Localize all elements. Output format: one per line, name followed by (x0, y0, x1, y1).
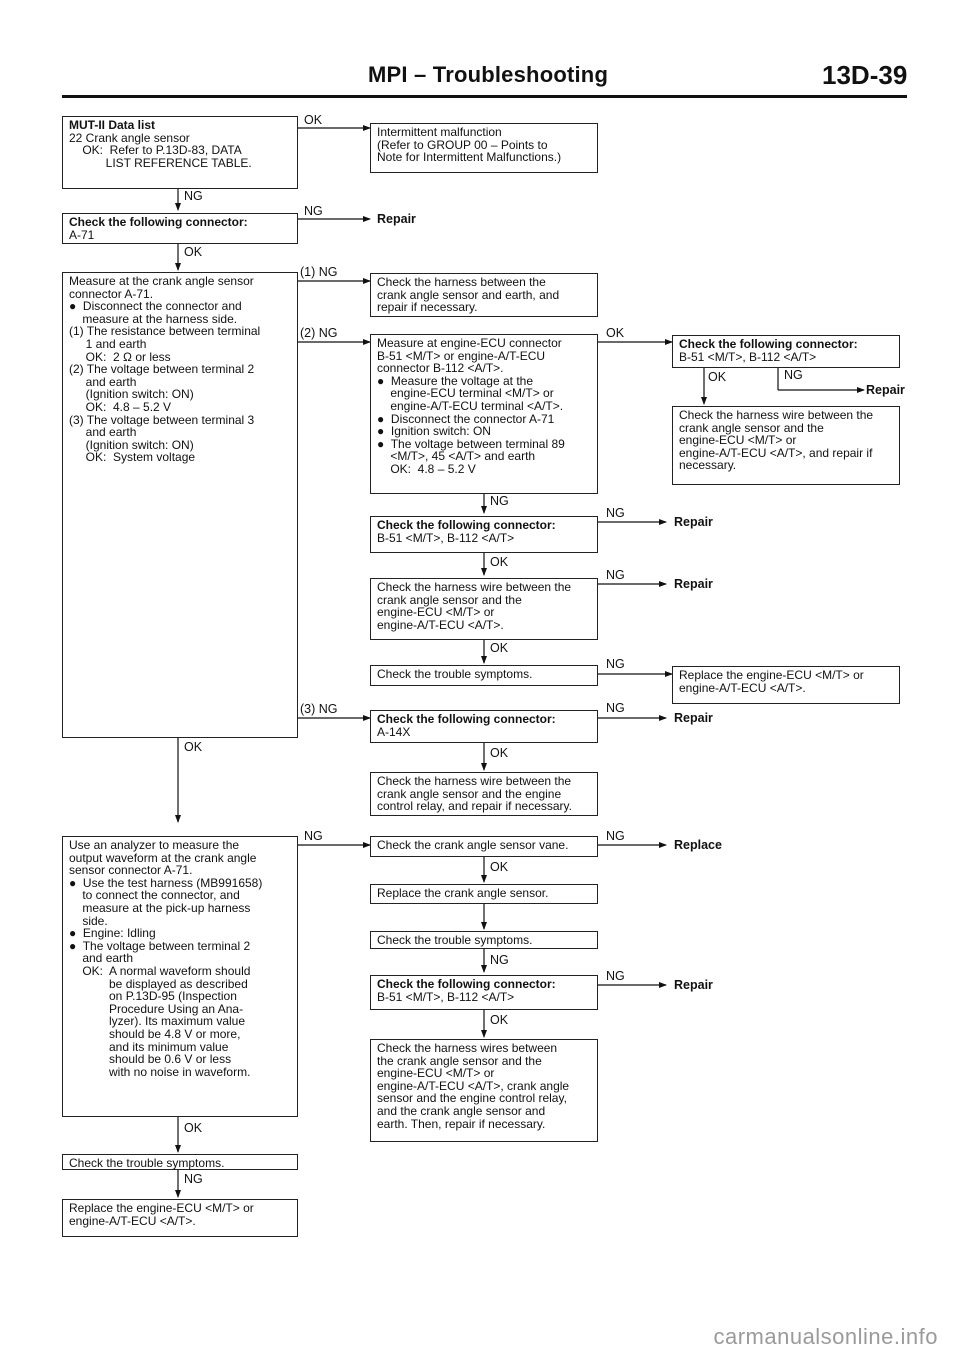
box-line: OK: 2 Ω or less (69, 349, 171, 364)
box-line: control relay, and repair if necessary. (377, 799, 572, 814)
check-connector-a71-box (62, 213, 298, 244)
label-ok: OK (490, 555, 509, 569)
check-harness-relay-box (370, 772, 598, 816)
measure-ecu-connector-box (370, 334, 598, 494)
box-line: Replace the crank angle sensor. (377, 886, 549, 900)
box-line: engine-A/T-ECU <A/T>. (679, 680, 806, 695)
box-line: on P.13D-95 (Inspection (69, 989, 237, 1004)
box-line: OK: Refer to P.13D-83, DATA (69, 143, 242, 158)
check-connector-b51-right-box (672, 335, 900, 368)
check-connector-b51-mid-box (370, 516, 598, 553)
box-line: engine-A/T-ECU <A/T>. (69, 1213, 196, 1228)
label-ng: NG (304, 829, 323, 843)
box-line: ● The voltage between terminal 2 (69, 938, 251, 953)
label-ok: OK (606, 326, 625, 340)
box-line: Measure at engine-ECU connector (377, 336, 562, 350)
box-line: should be 4.8 V or more, (69, 1026, 241, 1041)
box-line: engine-A/T-ECU <A/T>. (377, 617, 504, 632)
box-line: sensor connector A-71. (69, 863, 193, 878)
label-ng: NG (490, 953, 509, 967)
box-line: Check the following connector: (377, 712, 556, 726)
label-ng: NG (606, 969, 625, 983)
label-ng-3: (3) NG (300, 702, 338, 716)
box-line: and earth (69, 951, 134, 966)
box-line: OK: System voltage (69, 450, 196, 465)
label-ok: OK (490, 641, 509, 655)
box-line: and the crank angle sensor and (377, 1103, 546, 1118)
label-ng: NG (784, 368, 803, 382)
label-ok: OK (490, 1013, 509, 1027)
replace-ecu-bottom-box (62, 1199, 298, 1237)
box-line: ● Disconnect the connector and (69, 299, 242, 314)
box-line: A-14X (377, 724, 411, 739)
box-line: Use an analyzer to measure the (69, 838, 240, 852)
check-connector-a14x-box (370, 710, 598, 743)
label-ok: OK (304, 113, 323, 127)
box-line: (Refer to GROUP 00 – Points to (377, 137, 548, 152)
box-line: ● Use the test harness (MB991658) (69, 875, 263, 890)
box-line: B-51 <M/T>, B-112 <A/T> (377, 530, 515, 545)
box-line: ● Disconnect the connector A-71 (377, 411, 555, 426)
box-line: Check the following connector: (679, 337, 858, 351)
measure-crank-connector-box (62, 272, 298, 738)
page-number: 13D-39 (822, 60, 908, 90)
watermark: carmanualsonline.info (713, 1324, 938, 1349)
intermittent-malfunction-box (370, 123, 598, 173)
label-ng: NG (606, 829, 625, 843)
box-line: Check the harness wire between the (679, 408, 874, 422)
box-line: Procedure Using an Ana- (69, 1001, 244, 1016)
box-line: to connect the connector, and (69, 888, 240, 903)
label-ok: OK (184, 740, 203, 754)
box-line: engine-ECU terminal <M/T> or (377, 386, 554, 401)
check-harness-wire-right-box (672, 406, 900, 485)
box-line: and earth (69, 425, 137, 440)
box-line: OK: A normal waveform should (69, 963, 251, 978)
box-line: ● Ignition switch: ON (377, 424, 491, 439)
box-line: Check the trouble symptoms. (69, 1156, 225, 1170)
check-trouble-symptoms-2-box (370, 931, 598, 949)
box-line: measure at the pick-up harness (69, 900, 251, 915)
page-title: MPI – Troubleshooting (368, 62, 609, 87)
check-vane-box (370, 836, 598, 857)
box-line: necessary. (679, 458, 737, 473)
check-trouble-symptoms-3-box (62, 1154, 298, 1170)
box-line: be displayed as described (69, 976, 248, 991)
label-ng-1: (1) NG (300, 265, 338, 279)
box-line: ● Measure the voltage at the (377, 373, 534, 388)
box-line: lyzer). Its maximum value (69, 1014, 246, 1029)
box-line: Replace the engine-ECU <M/T> or (69, 1201, 254, 1215)
box-line: and its minimum value (69, 1039, 229, 1054)
box-line: (Ignition switch: ON) (69, 437, 194, 452)
action-repair: Repair (377, 212, 416, 226)
box-line: Check the harness wires between (377, 1041, 558, 1055)
box-line: Check the trouble symptoms. (377, 933, 533, 947)
label-ok: OK (490, 860, 509, 874)
box-line: crank angle sensor and earth, and (377, 287, 560, 302)
label-ng: NG (184, 1172, 203, 1186)
box-line: output waveform at the crank angle (69, 850, 257, 865)
box-line: Check the following connector: (377, 977, 556, 991)
box-line: Check the harness wire between the (377, 580, 572, 594)
box-line: OK: 4.8 – 5.2 V (69, 399, 172, 414)
check-harness-wire-mid-box (370, 578, 598, 640)
analyzer-box (62, 836, 298, 1117)
label-ok: OK (184, 1121, 203, 1135)
box-line: 1 and earth (69, 336, 147, 351)
box-line: MUT-II Data list (69, 118, 156, 132)
box-line: LIST REFERENCE TABLE. (69, 155, 252, 170)
action-repair: Repair (674, 711, 713, 725)
box-line: should be 0.6 V or less (69, 1052, 232, 1067)
box-line: engine-ECU <M/T> or (377, 605, 495, 620)
label-ng: NG (304, 204, 323, 218)
box-line: (2) The voltage between terminal 2 (69, 362, 255, 377)
box-line: engine-A/T-ECU <A/T>, crank angle (377, 1078, 570, 1093)
box-line: B-51 <M/T>, B-112 <A/T> (679, 349, 817, 364)
label-ng: NG (606, 701, 625, 715)
box-line: sensor and the engine control relay, (377, 1091, 567, 1106)
box-line: connector B-112 <A/T>. (377, 361, 504, 376)
box-line: Check the harness wire between the (377, 774, 572, 788)
box-line: crank angle sensor and the (377, 592, 522, 607)
box-line: crank angle sensor and the engine (377, 786, 562, 801)
box-line: Check the following connector: (377, 518, 556, 532)
replace-sensor-box (370, 884, 598, 904)
box-line: Intermittent malfunction (377, 125, 502, 139)
box-line: (1) The resistance between terminal (69, 324, 261, 339)
box-line: B-51 <M/T>, B-112 <A/T> (377, 989, 515, 1004)
box-line: Replace the engine-ECU <M/T> or (679, 668, 864, 682)
box-line: measure at the harness side. (69, 311, 238, 326)
box-line: (Ignition switch: ON) (69, 387, 194, 402)
box-line: and earth (69, 374, 137, 389)
label-ng-2: (2) NG (300, 326, 338, 340)
label-ng: NG (606, 568, 625, 582)
box-line: ● Engine: Idling (69, 926, 156, 941)
box-line: Check the crank angle sensor vane. (377, 838, 569, 852)
box-line: Note for Intermittent Malfunctions.) (377, 150, 562, 165)
box-line: Check the harness between the (377, 275, 546, 289)
label-ng: NG (606, 506, 625, 520)
box-line: earth. Then, repair if necessary. (377, 1116, 546, 1131)
check-harness-earth-box (370, 273, 598, 317)
box-line: crank angle sensor and the (679, 420, 824, 435)
box-line: Measure at the crank angle sensor (69, 274, 254, 288)
box-line: B-51 <M/T> or engine-A/T-ECU (377, 348, 546, 363)
label-ng: NG (490, 494, 509, 508)
label-ok: OK (708, 370, 727, 384)
box-line: the crank angle sensor and the (377, 1053, 542, 1068)
box-line: repair if necessary. (377, 300, 478, 315)
box-line: Check the following connector: (69, 215, 248, 229)
action-replace: Replace (674, 838, 722, 852)
box-line: Check the trouble symptoms. (377, 667, 533, 681)
check-trouble-symptoms-1-box (370, 665, 598, 686)
box-line: engine-A/T-ECU terminal <A/T>. (377, 398, 564, 413)
mut-data-list-box (62, 116, 298, 189)
box-line: engine-A/T-ECU <A/T>, and repair if (679, 445, 873, 460)
action-repair: Repair (674, 978, 713, 992)
action-repair: Repair (674, 515, 713, 529)
box-line: 22 Crank angle sensor (69, 130, 190, 145)
label-ng: NG (606, 657, 625, 671)
box-line: side. (69, 913, 108, 928)
box-line: engine-ECU <M/T> or (679, 433, 797, 448)
box-line: <M/T>, 45 <A/T> and earth (377, 449, 536, 464)
action-repair: Repair (866, 383, 905, 397)
box-line: OK: 4.8 – 5.2 V (377, 461, 476, 476)
label-ok: OK (490, 746, 509, 760)
label-ok: OK (184, 245, 203, 259)
replace-ecu-right-box (672, 666, 900, 704)
check-connector-b51-low-box (370, 975, 598, 1010)
box-line: A-71 (69, 227, 95, 242)
label-ng: NG (184, 189, 203, 203)
box-line: connector A-71. (69, 286, 154, 301)
box-line: ● The voltage between terminal 89 (377, 436, 565, 451)
box-line: with no noise in waveform. (69, 1064, 251, 1079)
action-repair: Repair (674, 577, 713, 591)
box-line: engine-ECU <M/T> or (377, 1066, 495, 1081)
check-harness-wires-final-box (370, 1039, 598, 1142)
box-line: (3) The voltage between terminal 3 (69, 412, 255, 427)
